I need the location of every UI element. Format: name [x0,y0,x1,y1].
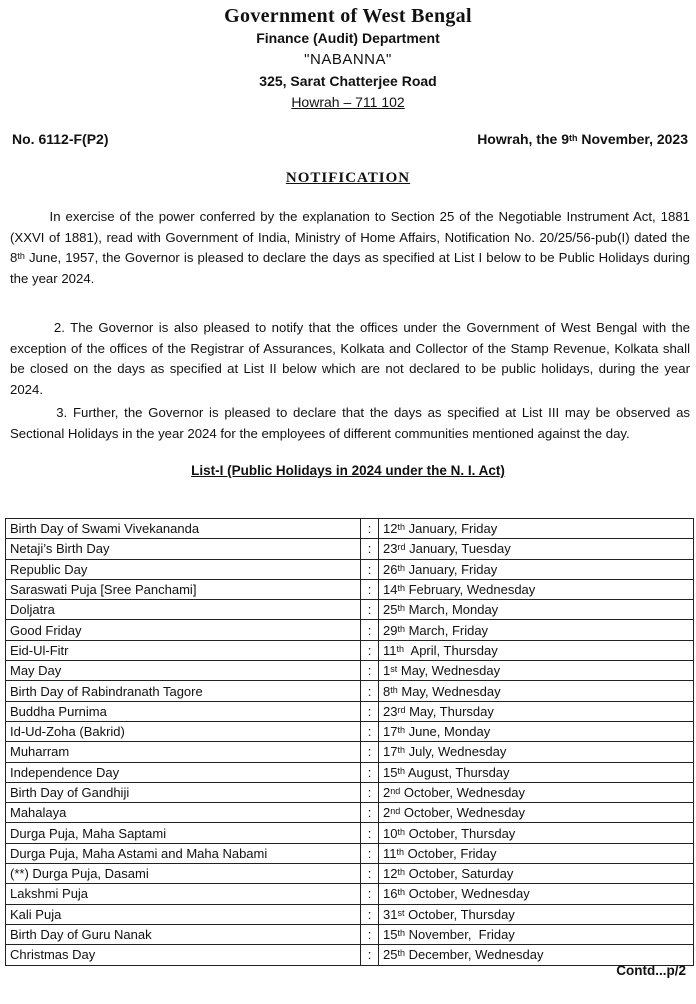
table-row [6,539,694,559]
holiday-name: Eid-Ul-Fitr [6,640,361,660]
holiday-name: Muharram [6,742,361,762]
holiday-name: Buddha Purnima [6,701,361,721]
list-heading [0,463,696,478]
date-ordinal: th [397,623,405,634]
holiday-date [379,924,694,944]
date-month-weekday: May, Wednesday [397,683,501,699]
date-month-weekday: October, Thursday [404,825,516,841]
date-suffix: November, 2023 [577,131,688,147]
table-row [6,742,694,762]
holiday-name: Good Friday [6,620,361,640]
date-month-weekday: October, Wednesday [404,886,530,902]
date-month-weekday: December, Wednesday [404,947,544,963]
date-month-weekday: March, Monday [404,602,499,618]
city-line [0,94,696,110]
date-day: 17 [383,724,398,740]
list-heading-text: List-I (Public Holidays in 2024 under the N. I. Act) [191,463,505,478]
date-month-weekday: January, Tuesday [405,541,511,557]
date-ordinal: th [397,603,405,614]
paragraph-1 [10,207,690,289]
date-ordinal: th [397,745,405,756]
date-day: 31 [383,906,398,922]
holiday-date [379,721,694,741]
separator: : [361,661,379,681]
holiday-table [5,518,694,966]
holiday-date [379,661,694,681]
table-row [6,924,694,944]
date-day: 25 [383,602,398,618]
holiday-name: Independence Day [6,762,361,782]
department-name: Finance (Audit) Department [256,30,440,46]
date-ordinal: nd [390,806,401,817]
notification-title [0,170,696,187]
separator: : [361,559,379,579]
paragraph-3 [10,403,690,444]
date-day: 15 [383,764,398,780]
date-day: 15 [383,927,398,943]
table-row [6,721,694,741]
holiday-date [379,519,694,539]
date-ordinal: th [397,725,405,736]
table-row [6,519,694,539]
date-day: 12 [383,521,398,537]
holiday-date [379,681,694,701]
date-month-weekday: May, Thursday [405,703,494,719]
date-day: 26 [383,561,398,577]
continued-note: Contd...p/2 [616,963,686,978]
paragraph-2-text: 2. The Governor is also pleased to notify that the offices under the Government of West Bengal with the exception of the offices of the Registrar of Assurances, Kolkata and Collector of the Stamp Revenue, Kolkata shall be closed on the days as specified at List II below which are not declared to be public holidays, during the year 2024. [10,320,690,397]
table-row [6,803,694,823]
holiday-table-body [6,519,694,966]
building-name: "NABANNA" [304,51,392,68]
date-month-weekday: October, Wednesday [400,785,526,800]
date-month-weekday: October, Thursday [404,906,515,922]
government-title: Government of West Bengal [224,5,472,27]
separator: : [361,600,379,620]
date-day: 25 [383,947,398,963]
separator: : [361,823,379,843]
date-ordinal: rd [397,542,406,553]
paragraph-1-b: June, 1957, the Governor is pleased to declare the days as specified at List I below to be Public Holidays during the year 2024. [10,250,690,286]
holiday-name: (**) Durga Puja, Dasami [6,864,361,884]
address-line: 325, Sarat Chatterjee Road [259,73,437,89]
date-day: 14 [383,582,398,598]
paragraph-2 [10,318,690,400]
holiday-name: Lakshmi Puja [6,884,361,904]
separator: : [361,945,379,965]
holiday-date [379,884,694,904]
table-row [6,864,694,884]
table-row [6,762,694,782]
date-month-weekday: January, Friday [404,521,498,537]
notification-title-text: NOTIFICATION [285,170,411,186]
paragraph-3-text: 3. Further, the Governor is pleased to declare that the days as specified at List III may be observed as Sectional Holidays in the year 2024 for the employees of different communities mentioned against the day. [10,405,691,441]
date-ordinal: th [397,583,405,594]
separator: : [361,721,379,741]
date-ordinal: th [397,826,405,837]
table-row [6,600,694,620]
date-day: 23 [383,703,398,719]
date-ordinal: nd [390,786,401,796]
holiday-date [379,803,694,823]
date-ordinal: th [397,562,405,573]
holiday-date [379,864,694,884]
holiday-date [379,620,694,640]
holiday-date [379,782,694,802]
date-day: 16 [383,886,398,902]
date-month-weekday: April, Thursday [404,642,498,658]
separator: : [361,904,379,924]
date-month-weekday: October, Friday [404,845,497,861]
holiday-name: Saraswati Puja [Sree Panchami] [6,579,361,599]
holiday-name: Birth Day of Swami Vivekananda [6,519,361,539]
separator: : [361,539,379,559]
city-text: Howrah – 711 102 [291,94,405,110]
holiday-name: Kali Puja [6,904,361,924]
date-ordinal: th [397,867,405,878]
separator: : [361,924,379,944]
date-month-weekday: August, Thursday [404,764,510,780]
paragraph-1-a: In exercise of the power conferred by the explanation to Section 25 of the Negotiable Instrument Act, 1881 (XXVI of 1881), read with Government of India, Ministry of Home Affairs, Notification No. 20/25/56-pub(I) dated the 8 [10,209,691,265]
date-month-weekday: February, Wednesday [404,582,536,598]
date-day: 12 [383,866,398,882]
paragraph-1-sup: th [17,251,25,261]
date-day: 17 [383,744,398,760]
holiday-date [379,579,694,599]
date-day: 10 [383,825,398,841]
holiday-name: Durga Puja, Maha Astami and Maha Nabami [6,843,361,863]
date-ordinal: st [397,907,405,918]
date-month-weekday: October, Wednesday [400,805,526,821]
table-row [6,681,694,701]
holiday-name: Birth Day of Gandhiji [6,782,361,802]
table-row [6,559,694,579]
holiday-date [379,539,694,559]
table-row [6,701,694,721]
date-ordinal: st [390,664,398,675]
holiday-name: May Day [6,661,361,681]
date-month-weekday: March, Friday [404,622,489,638]
date-ordinal: th [397,948,405,959]
holiday-name: Birth Day of Guru Nanak [6,924,361,944]
table-row [6,843,694,863]
table-row [6,884,694,904]
date-ordinal: th [397,522,405,533]
reference-date [477,131,688,147]
holiday-date [379,600,694,620]
date-ordinal: th [397,887,405,898]
date-prefix: Howrah, the 9 [477,131,569,147]
holiday-name: Id-Ud-Zoha (Bakrid) [6,721,361,741]
date-day: 2 [383,785,391,800]
separator: : [361,803,379,823]
separator: : [361,843,379,863]
date-day: 11 [383,845,397,861]
holiday-date [379,742,694,762]
table-row [6,579,694,599]
separator: : [361,864,379,884]
date-month-weekday: June, Monday [404,724,491,740]
date-day: 23 [383,541,398,557]
separator: : [361,620,379,640]
holiday-date [379,823,694,843]
separator: : [361,640,379,660]
separator: : [361,701,379,721]
holiday-name: Christmas Day [6,945,361,965]
table-row [6,823,694,843]
date-ordinal: th [396,643,405,654]
separator: : [361,884,379,904]
table-row [6,782,694,802]
date-day: 2 [383,805,391,821]
holiday-date [379,904,694,924]
holiday-date [379,843,694,863]
date-day: 1 [383,663,391,679]
table-row [6,904,694,924]
table-row [6,620,694,640]
separator: : [361,782,379,802]
holiday-name: Durga Puja, Maha Saptami [6,823,361,843]
reference-number: No. 6112-F(P2) [12,131,109,147]
separator: : [361,681,379,701]
holiday-date [379,945,694,965]
date-month-weekday: May, Wednesday [397,663,501,679]
separator: : [361,742,379,762]
holiday-date [379,559,694,579]
holiday-name: Mahalaya [6,803,361,823]
date-month-weekday: November, Friday [404,927,515,943]
separator: : [361,579,379,599]
date-month-weekday: January, Friday [404,561,498,577]
holiday-date [379,640,694,660]
separator: : [361,762,379,782]
holiday-date [379,701,694,721]
date-month-weekday: July, Wednesday [404,744,507,760]
separator: : [361,519,379,539]
date-day: 29 [383,622,398,638]
date-month-weekday: October, Saturday [404,866,514,882]
date-ordinal: th [397,928,405,939]
holiday-name: Birth Day of Rabindranath Tagore [6,681,361,701]
table-row [6,661,694,681]
date-ordinal: th [396,846,405,857]
date-day: 8 [383,683,391,699]
date-ordinal: th [397,765,405,776]
holiday-name: Doljatra [6,600,361,620]
holiday-name: Netaji’s Birth Day [6,539,361,559]
holiday-date [379,762,694,782]
date-ordinal: th [390,684,398,695]
holiday-name: Republic Day [6,559,361,579]
date-sup: th [568,133,578,143]
date-day: 11 [383,642,397,658]
table-row [6,945,694,965]
date-ordinal: rd [397,704,406,715]
table-row [6,640,694,660]
